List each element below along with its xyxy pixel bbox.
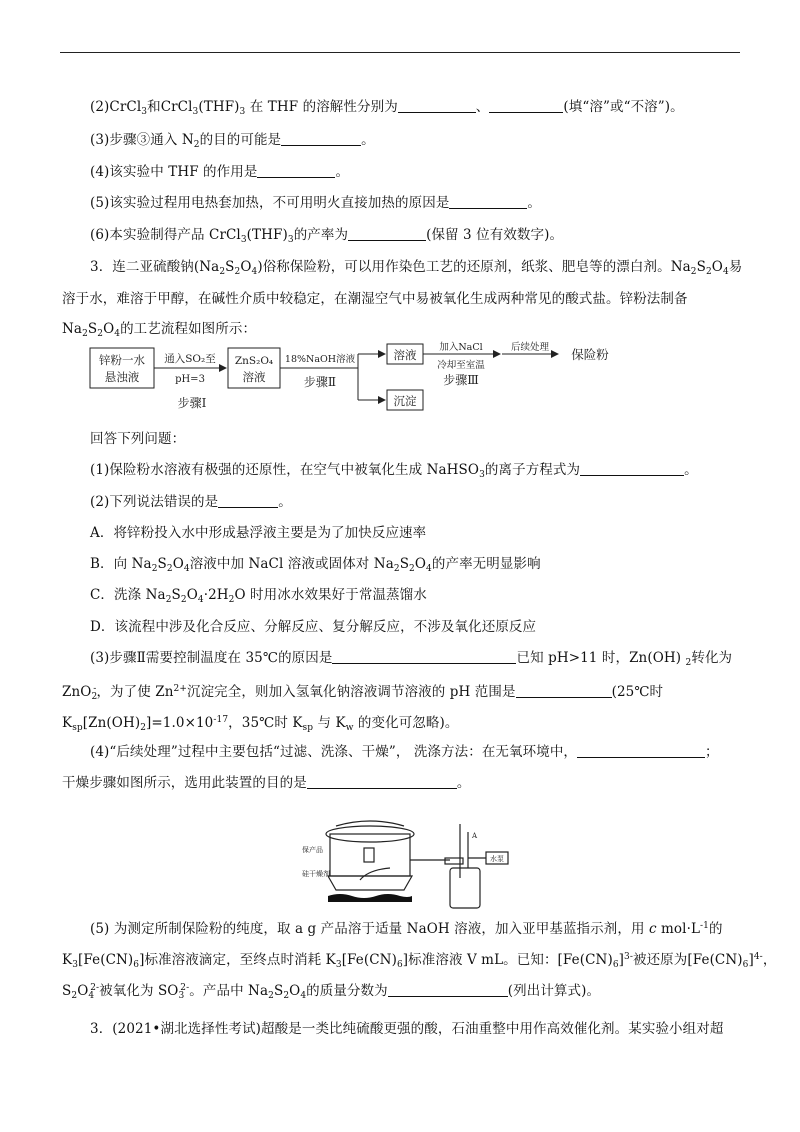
text: (25℃时 bbox=[611, 684, 664, 700]
text: 的产率无明显影响 bbox=[431, 556, 541, 572]
inner-tube bbox=[360, 868, 390, 880]
next-question-line: 3．(2021•湖北选择性考试)超酸是一类比纯硫酸更强的酸，石油重整中用作高效催化剂。某实验小组对超 bbox=[90, 1021, 724, 1037]
text: ] bbox=[618, 952, 625, 968]
text: ，为了使 Zn bbox=[96, 684, 174, 700]
text: ]标准溶液 V mL。已知：[Fe(CN) bbox=[402, 952, 613, 968]
text: B．向 Na bbox=[90, 556, 152, 572]
text: 。 bbox=[527, 195, 542, 211]
answer-blank[interactable] bbox=[348, 226, 426, 241]
process-flow-diagram bbox=[88, 340, 648, 425]
text: 。产品中 Na bbox=[189, 983, 269, 999]
text: 易 bbox=[728, 259, 743, 275]
text: S bbox=[157, 556, 167, 572]
answer-blank[interactable] bbox=[281, 131, 361, 146]
flow-label: 锌粉一水 bbox=[99, 353, 145, 367]
text: O bbox=[240, 259, 252, 275]
q3-part1: (1)保险粉水溶液有极强的还原性，在空气中被氧化生成 NaHSO$_3$的离子方程式为 。 bbox=[90, 462, 698, 480]
q2-part4 bbox=[90, 163, 349, 181]
apparatus-label: A bbox=[472, 832, 478, 840]
flow-label: 溶液 bbox=[242, 370, 266, 384]
q3-part5-line3: $S_2O_4^{2-}$被氧化为 $SO_3^{2-}$。产品中 $Na_2S_2O_4$的质量分数为 (列出计算式)。 bbox=[62, 983, 601, 1001]
option-b: B．向 $Na_2S_2O_4$溶液中加 NaCl 溶液或固体对 $Na_2S_2O_4$的产率无明显影响 bbox=[90, 556, 541, 574]
text: 3．连二亚硫酸钠(Na bbox=[90, 259, 220, 275]
q3-part3-line2: ZnO$_2$-，为了使 $Zn^{2+}$沉淀完全，则加入氢氧化钠溶液调节溶液的 pH 范围是 (25℃时 bbox=[62, 684, 664, 702]
text: 与 K bbox=[313, 715, 346, 731]
text: (5) 为测定所制保险粉的纯度，取 a g 产品溶于适量 NaOH 溶液，加入亚甲基蓝指示剂，用 bbox=[90, 921, 649, 937]
text: (6)本实验制得产品 CrCl bbox=[90, 227, 241, 243]
answer-blank[interactable] bbox=[449, 194, 527, 209]
text: ，35℃时 K bbox=[228, 715, 303, 731]
q2-part6: (6)本实验制得产品 $CrCl_3(THF)_3$的产率为 (保留 3 位有效数字)。 bbox=[90, 227, 564, 245]
text: 的产率为 bbox=[293, 227, 349, 243]
text: (列出计算式)。 bbox=[507, 983, 601, 999]
text: [Fe(CN) bbox=[341, 952, 397, 968]
text: 在 THF 的溶解性分别为 bbox=[245, 99, 398, 115]
text: (填“溶”或“不溶”)。 bbox=[563, 99, 684, 115]
text: (THF) bbox=[198, 99, 240, 115]
text: (4)“后续处理”过程中主要包括“过滤、洗涤、干燥”， 洗涤方法：在无氧环境中， bbox=[90, 744, 578, 760]
flow-label: 冷却至室温 bbox=[437, 360, 485, 371]
text: K bbox=[62, 952, 73, 968]
flow-label: 加入NaCl bbox=[439, 342, 483, 353]
flow-label: 悬浊液 bbox=[104, 370, 140, 384]
flow-label: 步骤Ⅰ bbox=[177, 396, 207, 410]
text: 。 bbox=[456, 775, 471, 791]
apparatus-label: 保产品 bbox=[302, 846, 323, 854]
answer-blank[interactable] bbox=[307, 774, 457, 789]
q3-part3-line1: (3)步骤Ⅱ需要控制温度在 35℃的原因是 已知 pH>11 时，Zn(OH) $_2$转化为 bbox=[90, 650, 733, 668]
flow-label: 通入SO₂至 bbox=[164, 353, 216, 365]
option-c: C．洗涤 $Na_2S_2O_4\cdot 2H_2O$ 时用冰水效果好于常温蒸馏水 bbox=[90, 587, 427, 605]
text: O bbox=[289, 983, 301, 999]
text: 干燥步骤如图所示，选用此装置的目的是 bbox=[62, 775, 307, 791]
flow-label: ZnS₂O₄ bbox=[234, 355, 274, 367]
text: 沉淀完全，则加入氢氧化钠溶液调节溶液的 pH 范围是 bbox=[186, 684, 516, 700]
text: S bbox=[696, 259, 706, 275]
text: S bbox=[171, 587, 181, 603]
text: S bbox=[87, 321, 98, 337]
answer-blank[interactable] bbox=[489, 98, 563, 113]
answer-blank[interactable] bbox=[332, 649, 516, 664]
sample-dish bbox=[364, 848, 374, 862]
text: 、 bbox=[475, 99, 490, 115]
text: mol·L bbox=[656, 921, 701, 937]
drying-apparatus-figure bbox=[300, 818, 520, 910]
text: 的工艺流程如图所示： bbox=[120, 321, 257, 337]
option-a: A．将锌粉投入水中形成悬浮液主要是为了加快反应速率 bbox=[90, 525, 427, 541]
text: c bbox=[648, 921, 657, 937]
flow-label: pH=3 bbox=[175, 374, 205, 385]
text: (2)CrCl bbox=[90, 99, 142, 115]
text: 的质量分数为 bbox=[306, 983, 388, 999]
flow-label: 溶液 bbox=[393, 348, 417, 362]
text: 被氧化为 SO bbox=[99, 983, 179, 999]
text: S bbox=[62, 983, 72, 999]
text: 和CrCl bbox=[147, 99, 193, 115]
wash-bottle bbox=[450, 868, 480, 908]
flow-label: 18%NaOH溶液 bbox=[284, 354, 356, 365]
text: S bbox=[225, 259, 235, 275]
answer-blank[interactable] bbox=[257, 163, 335, 178]
text: O bbox=[414, 556, 427, 572]
q3-part4-line2 bbox=[62, 774, 470, 792]
text: ]标准溶液滴定，至终点时消耗 K bbox=[139, 952, 336, 968]
option-d: D．该流程中涉及化合反应、分解反应、复分解反应，不涉及氧化还原反应 bbox=[90, 619, 537, 635]
q3-part5-line1: (5) 为测定所制保险粉的纯度，取 a g 产品溶于适量 NaOH 溶液，加入亚甲基蓝指示剂，用 c $mol\cdot L^{-1}$的 bbox=[90, 921, 723, 937]
text: K bbox=[62, 715, 73, 731]
header-rule bbox=[60, 52, 740, 53]
q3-intro-line2: 溶于水，难溶于甲醇，在碱性介质中较稳定，在潮湿空气中易被氧化生成两种常见的酸式盐。锌粉法制备 bbox=[62, 291, 688, 307]
text: 转化为 bbox=[691, 650, 733, 666]
text: S bbox=[399, 556, 410, 572]
text: 已知 pH>11 时，Zn(OH) bbox=[516, 650, 682, 666]
q3-intro-line1: 3．连二亚硫酸钠$(Na_2S_2O_4)$俗称保险粉，可以用作染色工艺的还原剂，纸浆、肥皂等的漂白剂。$Na_2S_2O_4$易 bbox=[90, 259, 743, 277]
text: (THF) bbox=[246, 227, 288, 243]
text: 被还原为[Fe(CN) bbox=[632, 952, 743, 968]
text: 。 bbox=[361, 132, 375, 148]
answer-blank[interactable] bbox=[516, 683, 612, 698]
text: (4)该实验中 THF 的作用是 bbox=[90, 164, 258, 180]
text: O bbox=[103, 321, 115, 337]
answer-blank[interactable] bbox=[398, 98, 476, 113]
text: O bbox=[186, 587, 198, 603]
q2-part3: (3)步骤③通入 $N_2$的目的可能是 。 bbox=[90, 132, 375, 150]
apparatus-label: 硅干燥剂 bbox=[302, 870, 330, 878]
text: O bbox=[77, 983, 89, 999]
text: 。 bbox=[335, 164, 350, 180]
text: ZnO bbox=[62, 684, 92, 700]
text: [Zn(OH) bbox=[82, 715, 141, 731]
text: 溶液中加 NaCl 溶液或固体对 Na bbox=[189, 556, 394, 572]
flow-label: 沉淀 bbox=[393, 394, 417, 408]
text: 的目的可能是 bbox=[199, 132, 282, 148]
text: C．洗涤 Na bbox=[90, 587, 166, 603]
heating-base bbox=[328, 894, 412, 902]
q3-part3-line3: $K_{sp}[Zn(OH)_2]=1.0\times 10^{-17}$，35℃时 $K_{sp}$ 与 $K_w$ 的变化可忽略)。 bbox=[62, 715, 459, 733]
text: [Fe(CN) bbox=[78, 952, 134, 968]
text: (3)步骤Ⅱ需要控制温度在 35℃的原因是 bbox=[90, 650, 333, 666]
q3-part2 bbox=[90, 493, 292, 511]
answer-prompt: 回答下列问题： bbox=[90, 431, 186, 447]
text: (保留 3 位有效数字)。 bbox=[426, 227, 564, 243]
answer-blank[interactable] bbox=[577, 743, 705, 758]
q3-intro-line3: $Na_2S_2O_4$的工艺流程如图所示： bbox=[62, 321, 257, 339]
desiccator-lid-knob bbox=[336, 821, 404, 826]
text: ·2H bbox=[203, 587, 229, 603]
answer-blank[interactable] bbox=[388, 982, 508, 997]
text: (5)该实验过程用电热套加热，不可用明火直接加热的原因是 bbox=[90, 195, 450, 211]
text: Na bbox=[62, 321, 83, 337]
text: ]=1.0×10 bbox=[146, 715, 214, 731]
answer-blank[interactable] bbox=[580, 461, 684, 476]
apparatus-label: 水泵 bbox=[490, 855, 504, 863]
flow-label: 步骤Ⅲ bbox=[443, 373, 479, 387]
q2-part2: (2)CrCl$_3$和$CrCl_3(THF)_3$ 在 THF 的溶解性分别为 、 (填“溶”或“不溶”)。 bbox=[90, 99, 684, 117]
text: S bbox=[273, 983, 284, 999]
text: (2)下列说法错误的是 bbox=[90, 494, 219, 510]
text: ] bbox=[748, 952, 754, 968]
q3-part5-line2: $K_3[Fe(CN)_6]$标准溶液滴定，至终点时消耗 $K_3[Fe(CN)_6]$标准溶液 V mL。已知：$[Fe(CN)_6]^{3-}$被还原为$[Fe(CN)_6]^{4-}$， bbox=[62, 952, 777, 970]
flow-label: 保险粉 bbox=[571, 347, 609, 362]
flow-label: 步骤Ⅱ bbox=[303, 375, 337, 389]
answer-blank[interactable] bbox=[218, 493, 278, 508]
flow-label: 后续处理 bbox=[510, 342, 550, 353]
text: ； bbox=[705, 744, 719, 760]
text: 。 bbox=[684, 462, 698, 478]
text: 的离子方程式为 bbox=[484, 462, 581, 478]
text: O 时用冰水效果好于常温蒸馏水 bbox=[234, 587, 427, 603]
text: )俗称保险粉，可以用作染色工艺的还原剂，纸浆、肥皂等的漂白剂。Na bbox=[257, 259, 691, 275]
text: (1)保险粉水溶液有极强的还原性，在空气中被氧化生成 NaHSO bbox=[90, 462, 480, 478]
q2-part5 bbox=[90, 194, 541, 212]
text: 。 bbox=[278, 494, 292, 510]
text: (3)步骤③通入 N bbox=[90, 132, 194, 148]
text: O bbox=[172, 556, 184, 572]
desiccator-base bbox=[328, 876, 412, 890]
text: 的变化可忽略)。 bbox=[353, 715, 459, 731]
q3-part4-line1 bbox=[90, 743, 719, 761]
text: 的 bbox=[709, 921, 723, 937]
text: O bbox=[711, 259, 723, 275]
